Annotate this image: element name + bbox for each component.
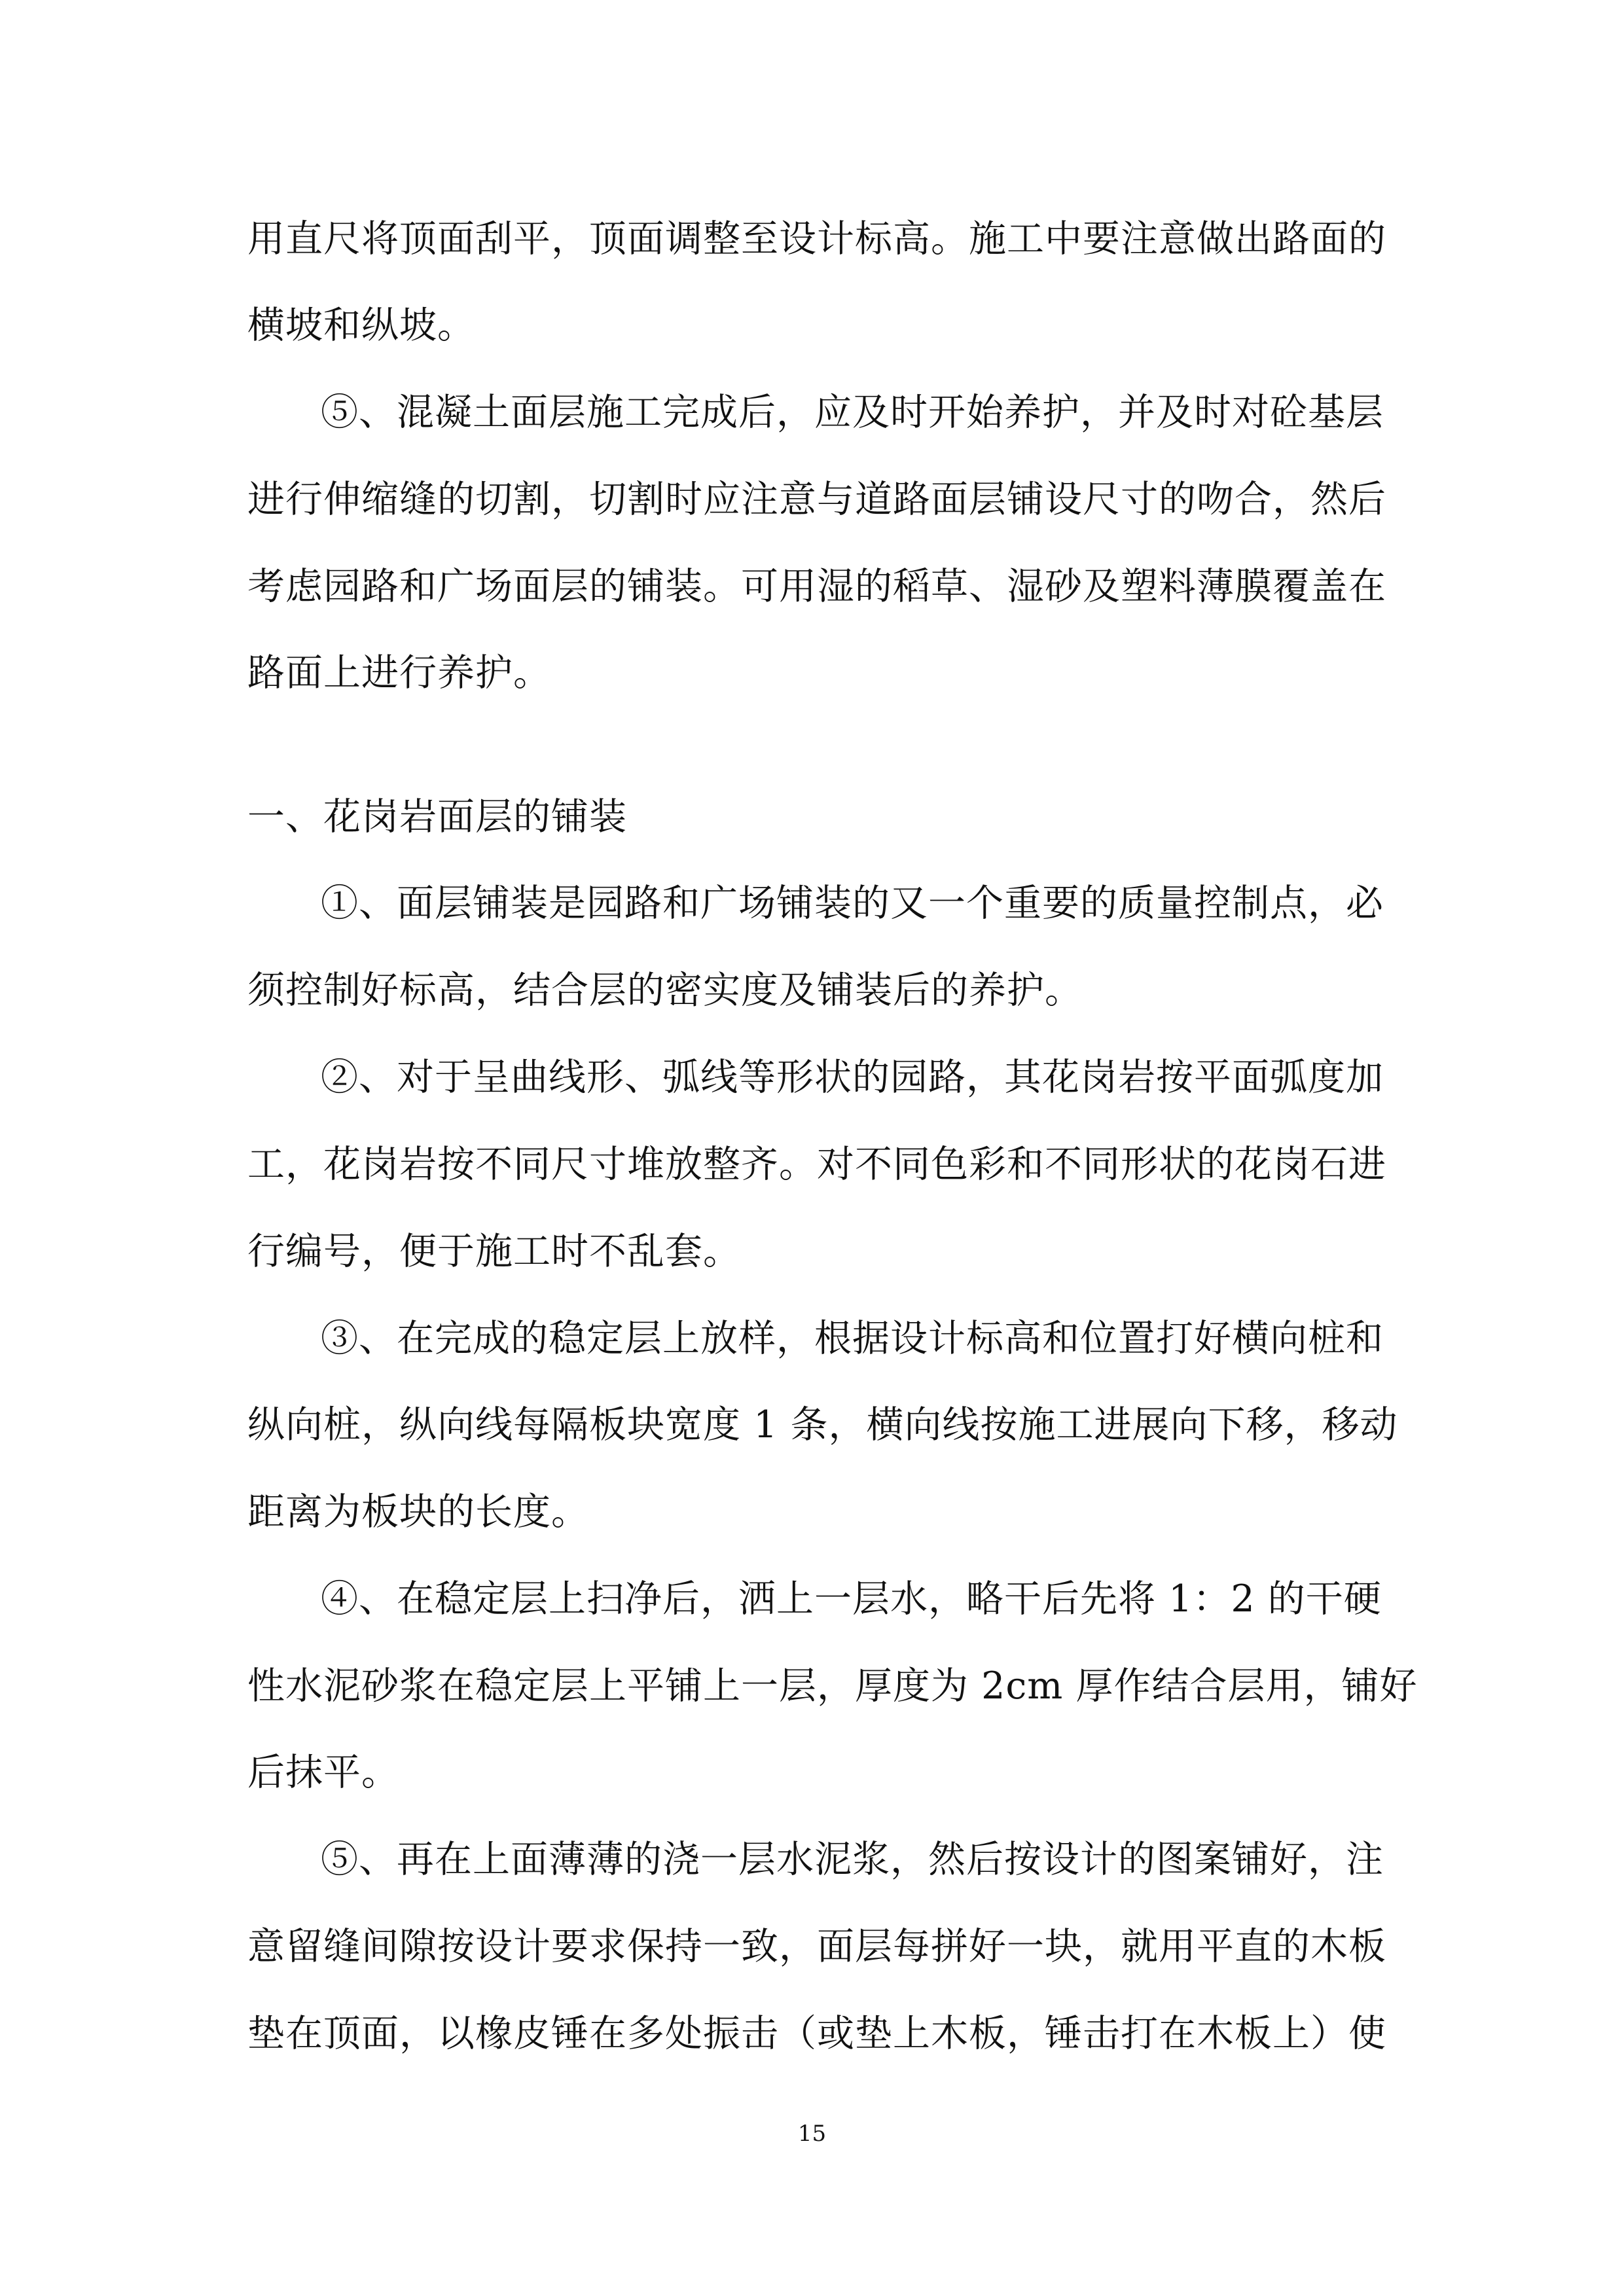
body-text-line: ⑤、再在上面薄薄的浇一层水泥浆，然后按设计的图案铺好，注 (321, 1838, 1384, 1881)
body-text-line: 后抹平。 (247, 1751, 399, 1794)
page-number: 15 (797, 2121, 827, 2147)
body-text-line: 性水泥砂浆在稳定层上平铺上一层，厚度为 2cm 厚作结合层用，铺好 (247, 1664, 1418, 1708)
body-text-line: ⑤、混凝土面层施工完成后，应及时开始养护，并及时对砼基层 (321, 391, 1384, 434)
body-text-line: ④、在稳定层上扫净后，洒上一层水，略干后先将 1：2 的干硬 (321, 1577, 1382, 1621)
body-text-line: ②、对于呈曲线形、弧线等形状的园路，其花岗岩按平面弧度加 (321, 1056, 1384, 1099)
body-text-line: 须控制好标高，结合层的密实度及铺装后的养护。 (247, 969, 1083, 1012)
body-text-line: 行编号，便于施工时不乱套。 (247, 1230, 741, 1273)
body-text-line: 考虑园路和广场面层的铺装。可用湿的稻草、湿砂及塑料薄膜覆盖在 (247, 565, 1386, 608)
section-heading: 一、花岗岩面层的铺装 (247, 795, 627, 838)
body-text-line: 距离为板块的长度。 (247, 1490, 589, 1534)
body-text-line: 垫在顶面，以橡皮锤在多处振击（或垫上木板，锤击打在木板上）使 (247, 2012, 1386, 2055)
body-text-line: 纵向桩，纵向线每隔板块宽度 1 条，横向线按施工进展向下移，移动 (247, 1403, 1398, 1446)
body-text-line: 路面上进行养护。 (247, 651, 551, 694)
body-text-line: 意留缝间隙按设计要求保持一致，面层每拼好一块，就用平直的木板 (247, 1925, 1386, 1968)
body-text-line: 横坡和纵坡。 (247, 304, 475, 347)
body-text-line: 工，花岗岩按不同尺寸堆放整齐。对不同色彩和不同形状的花岗石进 (247, 1143, 1386, 1186)
body-text-line: ③、在完成的稳定层上放样，根据设计标高和位置打好横向桩和 (321, 1317, 1384, 1360)
body-text-line: 进行伸缩缝的切割，切割时应注意与道路面层铺设尺寸的吻合，然后 (247, 478, 1386, 521)
body-text-line: 用直尺将顶面刮平，顶面调整至设计标高。施工中要注意做出路面的 (247, 217, 1386, 260)
body-text-line: ①、面层铺装是园路和广场铺装的又一个重要的质量控制点，必 (321, 882, 1384, 925)
